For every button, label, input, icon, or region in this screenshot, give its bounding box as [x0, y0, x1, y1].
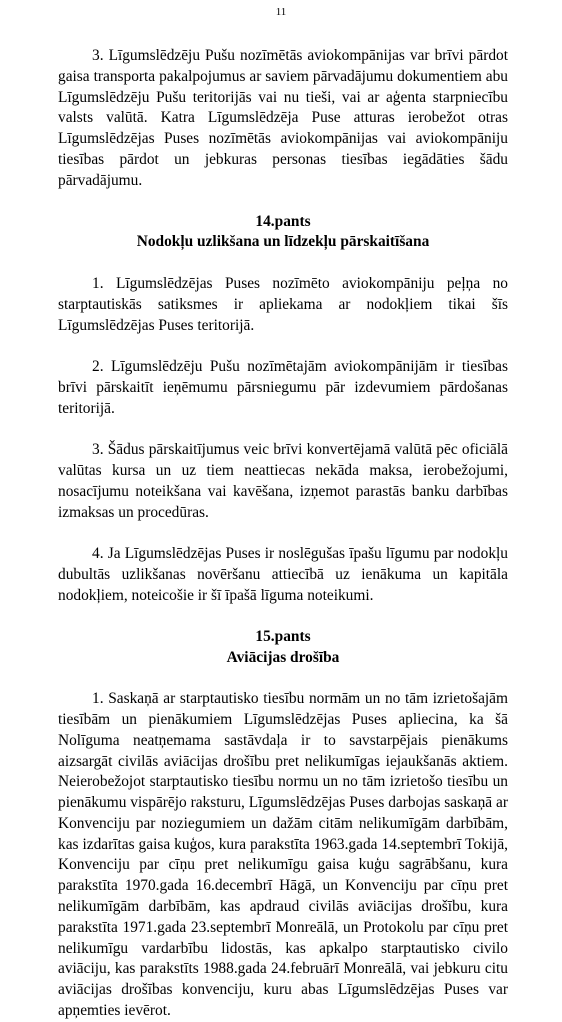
article-14-paragraph-3: 3. Šādus pārskaitījumus veic brīvi konvertējamā valūtā pēc oficiālā valūtas kursa un uz tiem neattiecas nekāda maksa, ierobežojumi, nosacījumu noteikšana vai kavēšana, izņemot parastās banku darbības izmaksas un procedūras.	[58, 441, 508, 521]
article-14-title: Nodokļu uzlikšana un līdzekļu pārskaitīšana	[136, 233, 430, 251]
article-14-paragraph-4: 4. Ja Līgumslēdzējas Puses ir noslēgušas īpašu līgumu par nodokļu dubultās uzlikšanas novēršanu attiecībā uz ienākuma un kapitāla nodokļiem, noteicošie ir šī īpašā līguma noteikumi.	[58, 545, 508, 604]
article-15-number: 15.pants	[255, 627, 311, 645]
article-15-title: Aviācijas drošība	[226, 648, 340, 666]
document-body	[58, 46, 508, 1022]
article-14-heading	[58, 212, 508, 254]
article-15-paragraph-1: 1. Saskaņā ar starptautisko tiesību normām un no tām izrietošajām tiesībām un pienākumiem Līgumslēdzējas Puses apliecina, ka šā Nolīguma neatņemama sastāvdaļa ir to savstarpējais pienākums aizsargāt civilās aviācijas drošību pret nelikumīgas iejaukšanās aktiem. Neierobežojot starptautisko tiesību normu un no tām izrietošo tiesību un pienākumu vispārējo raksturu, Līgumslēdzējas Puses darbojas saskaņā ar Konvenciju par noziegumiem un dažām citām nelikumīgām darbībām, kas izdarītas gaisa kuģos, kura parakstīta 1963.gada 14.septembrī Tokijā, Konvenciju par cīņu pret nelikumīgu gaisa kuģu sagrābšanu, kura parakstīta 1970.gada 16.decembrī Hāgā, un Konvenciju par cīņu pret nelikumīgām darbībām, kas apdraud civilās aviācijas drošību, kura parakstīta 1971.gada 23.septembrī Monreālā, un Protokolu par cīņu pret nelikumīgu vardarbību lidostās, kas apkalpo starptautisko civilo aviāciju, kas parakstīts 1988.gada 24.februārī Monreālā, vai jebkuru citu aviācijas drošības konvenciju, kuru abas Līgumslēdzējas Puses var apņemties ievērot.	[58, 690, 508, 1020]
article-14-paragraph-1: 1. Līgumslēdzējas Puses nozīmēto aviokompāniju peļņa no starptautiskās satiksmes ir apliekama ar nodokļiem tikai šīs Līgumslēdzējas Puses teritorijā.	[58, 274, 508, 334]
article-14-paragraph-2: 2. Līgumslēdzēju Pušu nozīmētajām aviokompānijām ir tiesības brīvi pārskaitīt ieņēmumu pārsniegumu pār izdevumiem pārdošanas teritorijā.	[58, 358, 508, 417]
article-14-number: 14.pants	[255, 212, 311, 230]
article-15-heading	[58, 627, 508, 669]
page-number: 11	[275, 6, 287, 18]
intro-paragraph: 3. Līgumslēdzēju Pušu nozīmētās aviokompānijas var brīvi pārdot gaisa transporta pakalpojumus ar saviem pārvadājumu dokumentiem abu Līgumslēdzēju Pušu teritorijās vai nu tieši, vai ar aģenta starpniecību valsts valūtā. Katra Līgumslēdzēja Puse atturas ierobežot otras Līgumslēdzējas Puses nozīmētās aviokompānijas vai aviokompāniju tiesības pārdot un jebkuras personas tiesības iegādāties šādu pārvadājumu.	[58, 47, 508, 189]
